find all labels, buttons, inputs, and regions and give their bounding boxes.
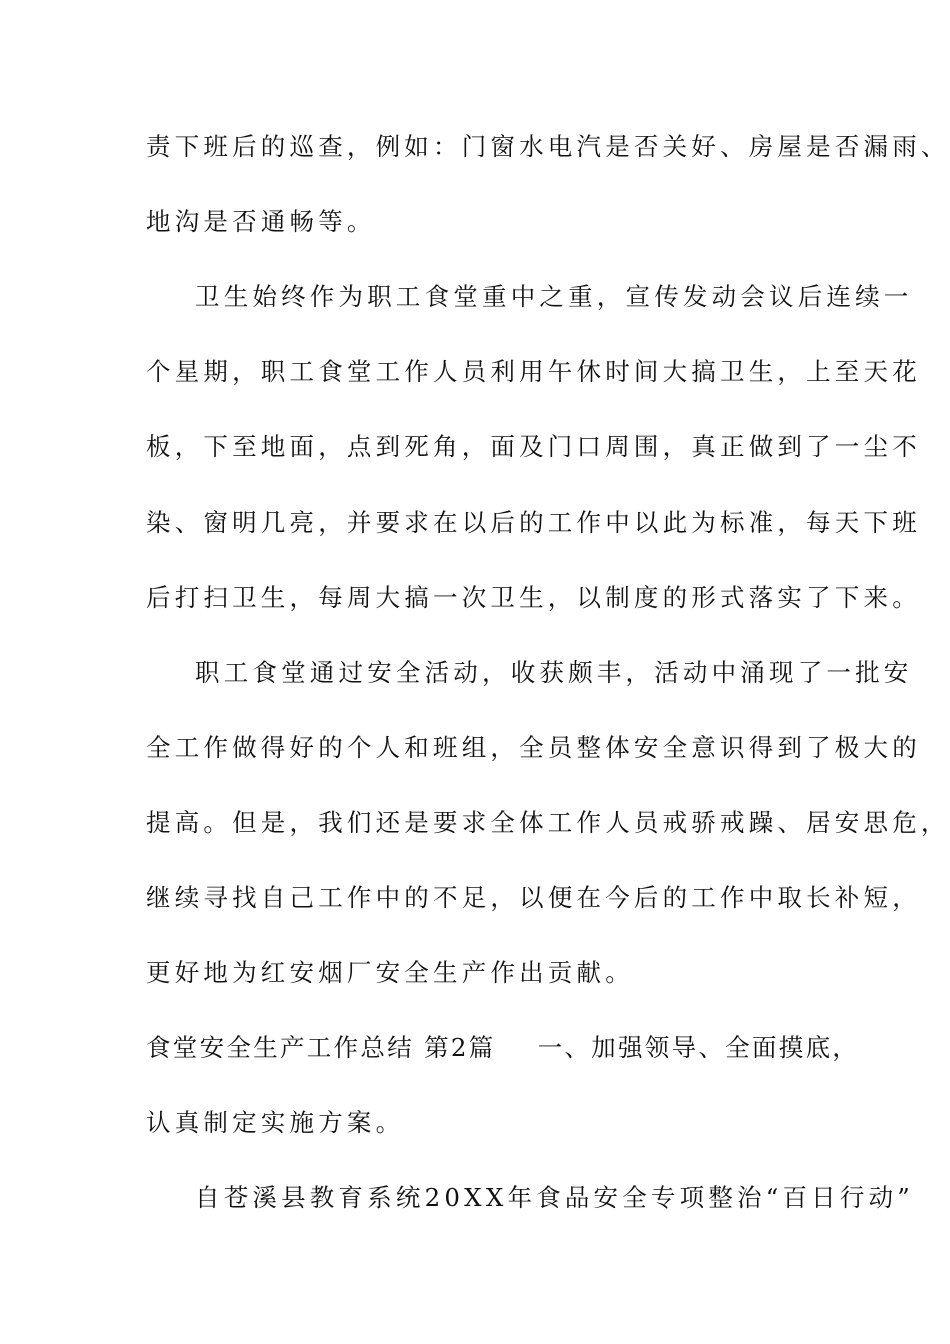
paragraph-1-line-1: 责下班后的巡查，例如：门窗水电汽是否关好、房屋是否漏雨、: [146, 132, 950, 161]
paragraph-5-line-1: 自苍溪县教育系统20XX年食品安全专项整治“百日行动”: [195, 1183, 915, 1212]
paragraph-3-line-3: 提高。但是，我们还是要求全体工作人员戒骄戒躁、居安思危，: [146, 808, 950, 837]
paragraph-2-line-3: 板，下至地面，点到死角，面及门口周围，真正做到了一尘不: [146, 432, 921, 461]
paragraph-4-line-1: 认真制定实施方案。: [146, 1108, 405, 1137]
paragraph-1-line-2: 地沟是否通畅等。: [146, 207, 376, 236]
paragraph-2-line-5: 后打扫卫生，每周大搞一次卫生，以制度的形式落实了下来。: [146, 583, 921, 612]
paragraph-3-line-1: 职工食堂通过安全活动，收获颇丰，活动中涌现了一批安: [195, 658, 913, 687]
paragraph-3-line-5: 更好地为红安烟厂安全生产作出贡献。: [146, 958, 634, 987]
paragraph-2-line-4: 染、窗明几亮，并要求在以后的工作中以此为标准，每天下班: [146, 508, 921, 537]
section-heading: [146, 1032, 860, 1064]
paragraph-2-line-2: 个星期，职工食堂工作人员利用午休时间大搞卫生，上至天花: [146, 357, 921, 386]
paragraph-2-line-1: 卫生始终作为职工食堂重中之重，宣传发动会议后连续一: [195, 282, 913, 311]
paragraph-3-line-2: 全工作做得好的个人和班组，全员整体安全意识得到了极大的: [146, 733, 921, 762]
section-title: 食堂安全生产工作总结 第2篇: [146, 1033, 496, 1062]
paragraph-3-line-4: 继续寻找自己工作中的不足，以便在今后的工作中取长补短，: [146, 883, 921, 912]
section-subheading: 一、加强领导、全面摸底，: [537, 1033, 860, 1062]
